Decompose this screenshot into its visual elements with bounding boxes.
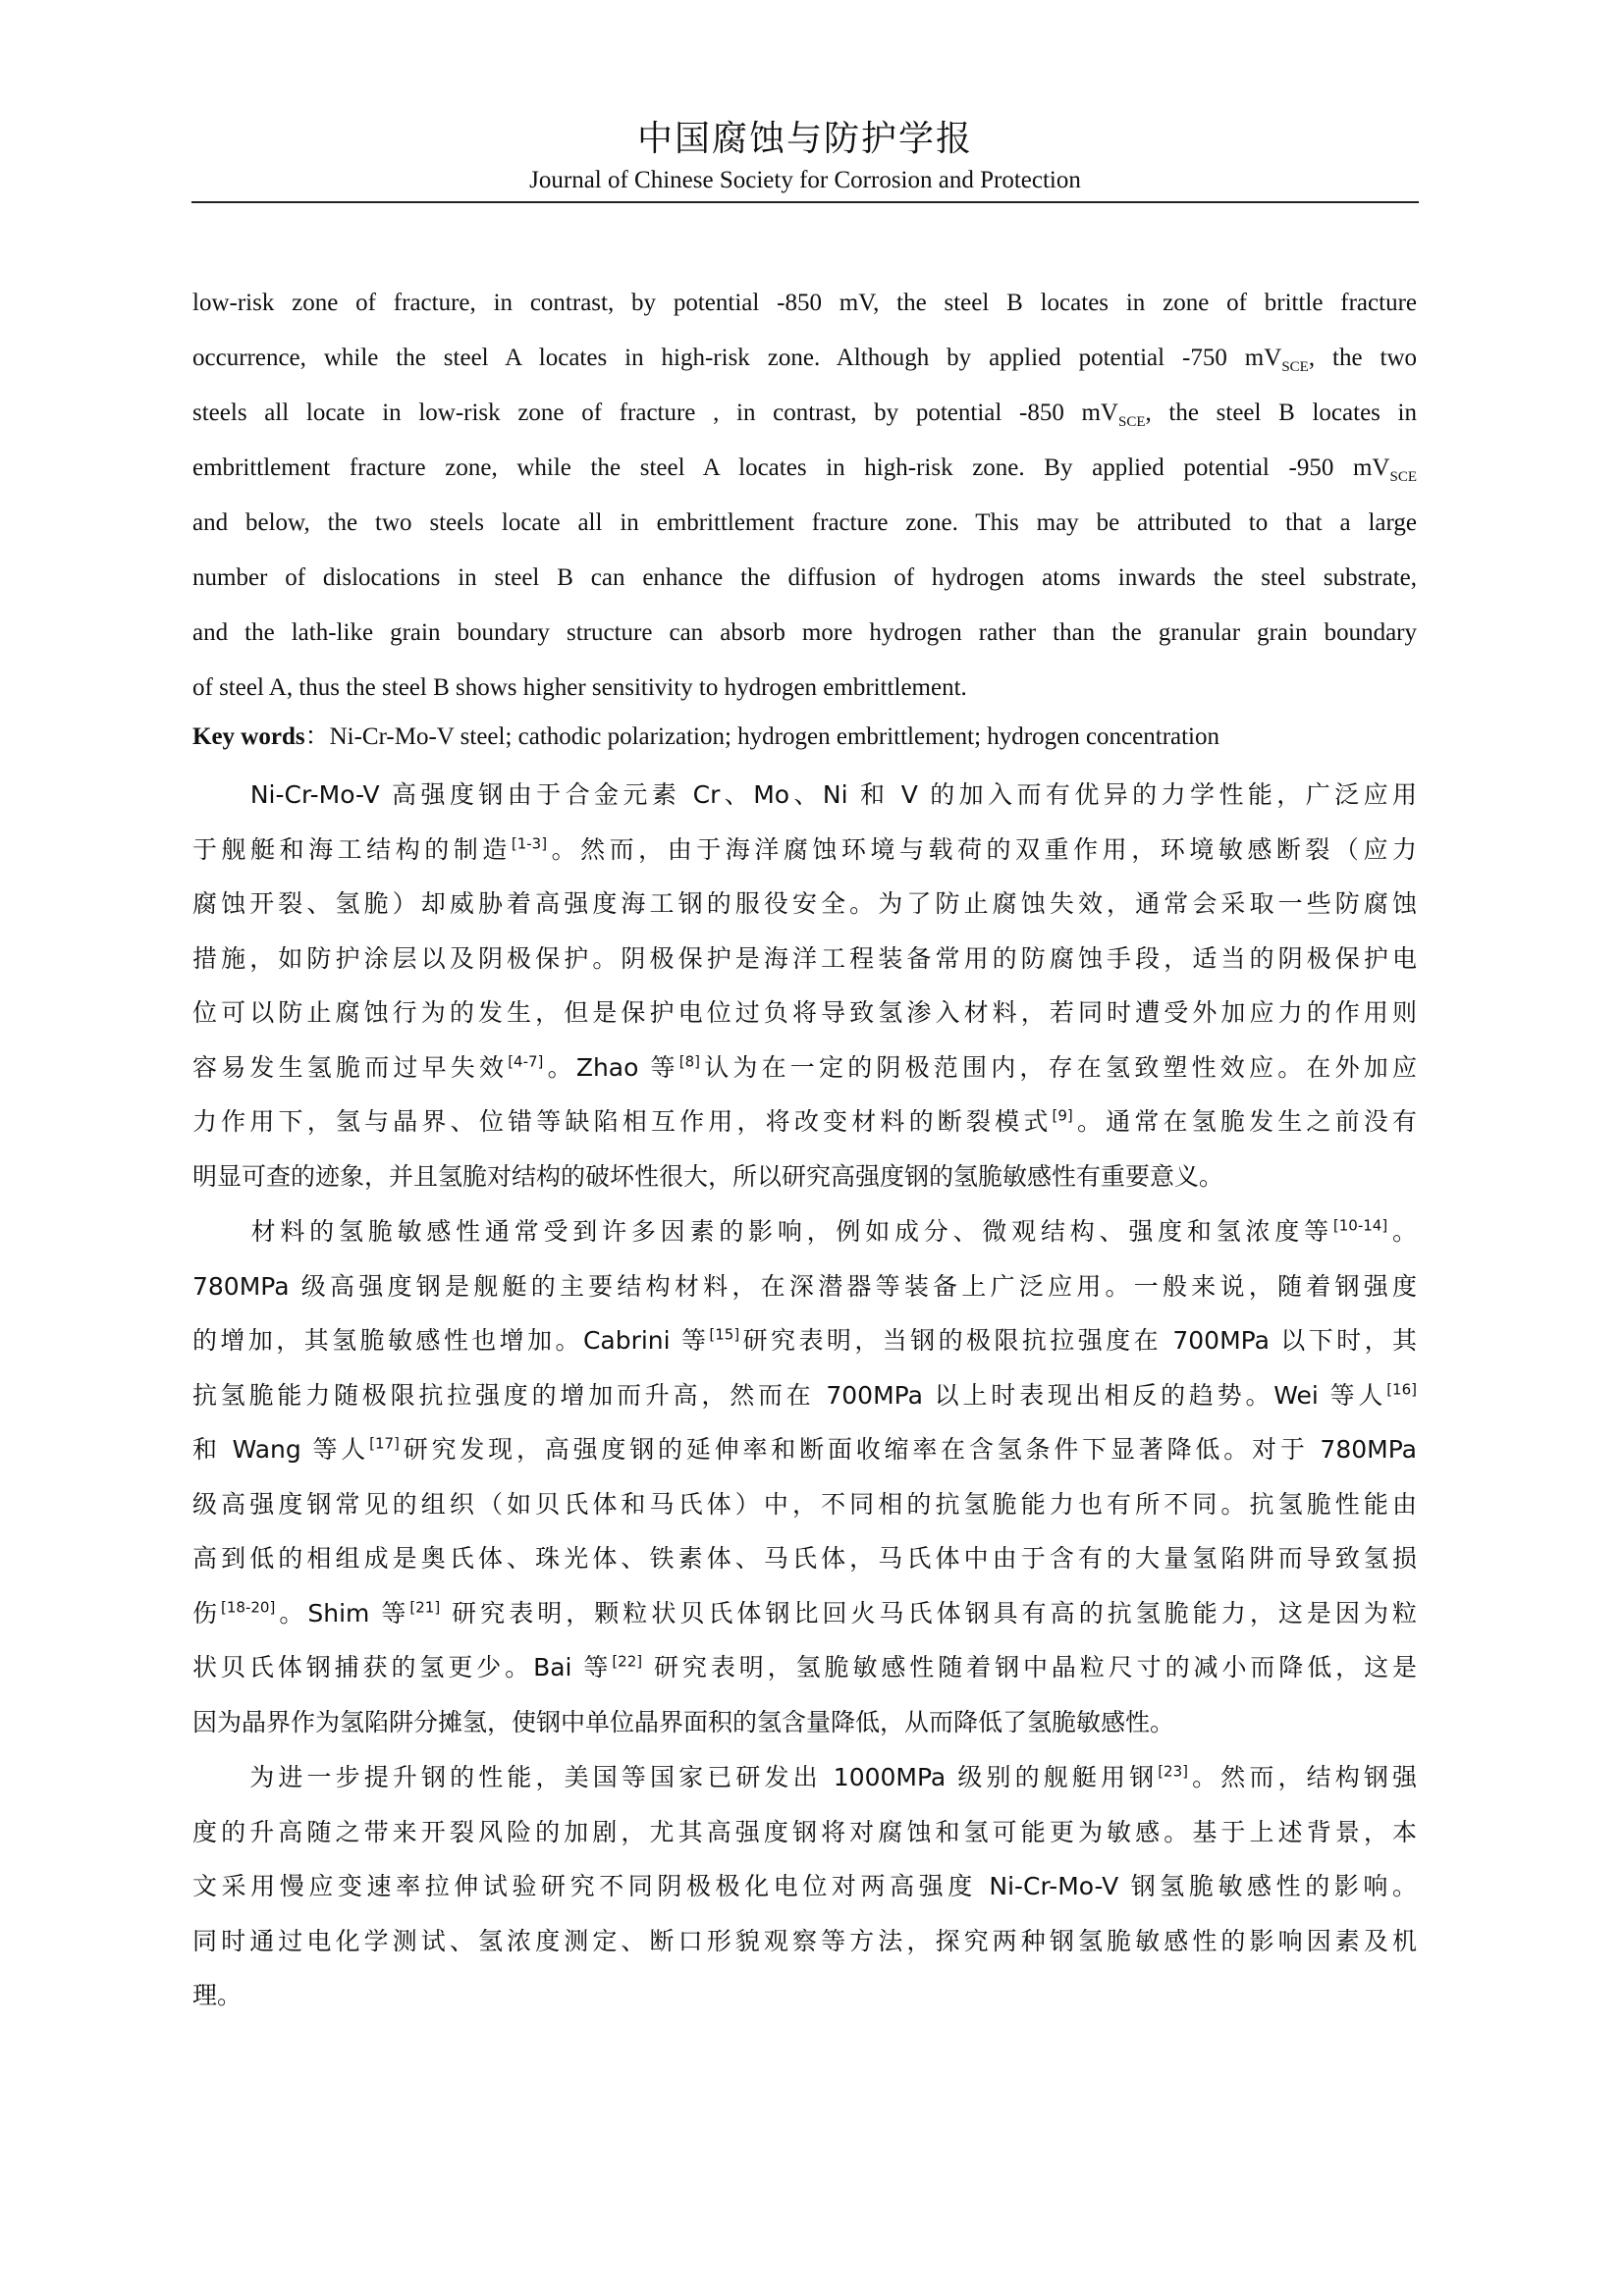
citation: [4-7] <box>508 1052 544 1071</box>
subscript-sce: SCE <box>1389 469 1417 485</box>
keywords-label: Key words <box>192 723 305 750</box>
text-line: 力作用下，氢与晶界、位错等缺陷相互作用，将改变材料的断裂模式[9]。通常在氢脆发生之前没有 <box>192 1106 1417 1136</box>
subscript-sce: SCE <box>1118 414 1146 430</box>
text-line: low-risk zone of fracture, in contrast, by potential -850 mV, the steel B locates in zone of brittle fracture <box>192 290 1417 316</box>
text-line: 位可以防止腐蚀行为的发生，但是保护电位过负将导致氢渗入材料，若同时遭受外加应力的作用则 <box>192 998 1417 1027</box>
journal-header <box>191 116 1419 196</box>
text-line: 同时通过电化学测试、氢浓度测定、断口形貌观察等方法，探究两种钢氢脆敏感性的影响因素及机 <box>192 1926 1417 1955</box>
text-line: 措施，如防护涂层以及阴极保护。阴极保护是海洋工程装备常用的防腐蚀手段，适当的阴极保护电 <box>192 943 1417 973</box>
header-rule <box>191 201 1419 203</box>
citation: [8] <box>678 1052 701 1071</box>
abstract-continuation <box>192 276 1417 716</box>
text-line: 为进一步提升钢的性能，美国等国家已研发出 1000MPa 级别的舰艇用钢[23]。然而，结构钢强 <box>192 1762 1417 1791</box>
citation: [18-20] <box>221 1598 276 1617</box>
text-line: 状贝氏体钢捕获的氢更少。Bai 等[22] 研究表明，氢脆敏感性随着钢中晶粒尺寸的减小而降低，这是 <box>192 1652 1418 1682</box>
subscript-sce: SCE <box>1281 359 1309 375</box>
citation: [1-3] <box>511 834 548 853</box>
text-line: steels all locate in low-risk zone of fracture , in contrast, by potential -850 $mV_{SCE}$, the steel B locates in <box>192 400 1418 430</box>
text-line: 腐蚀开裂、氢脆）却威胁着高强度海工钢的服役安全。为了防止腐蚀失效，通常会采取一些防腐蚀 <box>192 889 1417 918</box>
citation: [17] <box>369 1434 400 1453</box>
text-line: 材料的氢脆敏感性通常受到许多因素的影响，例如成分、微观结构、强度和氢浓度等[10-14]。 <box>192 1216 1417 1246</box>
text-line: 于舰艇和海工结构的制造[1-3]。然而，由于海洋腐蚀环境与载荷的双重作用，环境敏感断裂（应力 <box>192 834 1417 864</box>
text-line: 780MPa 级高强度钢是舰艇的主要结构材料，在深潜器等装备上广泛应用。一般来说，随着钢强度 <box>192 1271 1417 1301</box>
text-line: and below, the two steels locate all in embrittlement fracture zone. This may be attributed to that a large <box>192 509 1417 536</box>
citation: [9] <box>1052 1106 1073 1125</box>
citation: [22] <box>612 1652 643 1671</box>
intro-paragraph-1 <box>192 768 1417 1203</box>
text-line: 和 Wang 等人[17]研究发现，高强度钢的延伸率和断面收缩率在含氢条件下显著降低。对于 780MPa <box>192 1434 1417 1464</box>
text-line: 文采用慢应变速率拉伸试验研究不同阴极极化电位对两高强度 Ni-Cr-Mo-V 钢氢脆敏感性的影响。 <box>192 1872 1417 1900</box>
citation: [16] <box>1386 1380 1417 1399</box>
journal-title-en: Journal of Chinese Society for Corrosion and Protection <box>529 167 1081 193</box>
text-line: embrittlement fracture zone, while the steel A locates in high-risk zone. By applied potential -950 $mV_{SCE}$ <box>192 454 1417 485</box>
text-line: occurrence, while the steel A locates in high-risk zone. Although by applied potential -750 $mV_{SCE}$, the two <box>192 345 1418 375</box>
intro-paragraph-3 <box>192 1750 1417 2023</box>
text-line: 容易发生氢脆而过早失效[4-7]。Zhao 等[8]认为在一定的阴极范围内，存在氢致塑性效应。在外加应 <box>192 1052 1417 1082</box>
journal-title-cn: 中国腐蚀与防护学报 <box>636 119 973 159</box>
text-line: 理。 <box>192 1981 243 2009</box>
citation: [23] <box>1158 1762 1188 1781</box>
text-line: 高到低的相组成是奥氏体、珠光体、铁素体、马氏体，马氏体中由于含有的大量氢陷阱而导致氢损 <box>192 1544 1417 1573</box>
citation: [10-14] <box>1332 1216 1388 1235</box>
text-line: 因为晶界作为氢陷阱分摊氢，使钢中单位晶界面积的氢含量降低，从而降低了氢脆敏感性。 <box>192 1707 1175 1736</box>
keywords-text: Ni-Cr-Mo-V steel; cathodic polarization; hydrogen embrittlement; hydrogen concentration <box>329 723 1220 750</box>
keywords-line <box>192 721 1417 753</box>
text-line: Ni-Cr-Mo-V 高强度钢由于合金元素 Cr、Mo、Ni 和 V 的加入而有优异的力学性能，广泛应用 <box>192 780 1417 809</box>
text-line: 明显可查的迹象，并且氢脆对结构的破坏性很大，所以研究高强度钢的氢脆敏感性有重要意义。 <box>192 1161 1224 1191</box>
intro-paragraph-2 <box>192 1204 1417 1749</box>
text-line: number of dislocations in steel B can enhance the diffusion of hydrogen atoms inwards the steel substrate, <box>192 564 1417 591</box>
text-line: 的增加，其氢脆敏感性也增加。Cabrini 等[15]研究表明，当钢的极限抗拉强度在 700MPa 以下时，其 <box>192 1325 1417 1355</box>
citation: [21] <box>409 1598 441 1617</box>
text-line: of steel A, thus the steel B shows higher sensitivity to hydrogen embrittlement. <box>192 674 967 701</box>
text-line: and the lath-like grain boundary structure can absorb more hydrogen rather than the granular grain boundary <box>192 619 1417 646</box>
text-line: 伤[18-20]。Shim 等[21] 研究表明，颗粒状贝氏体钢比回火马氏体钢具有高的抗氢脆能力，这是因为粒 <box>192 1598 1417 1628</box>
text-line: 抗氢脆能力随极限抗拉强度的增加而升高，然而在 700MPa 以上时表现出相反的趋势。Wei 等人[16] <box>192 1380 1417 1410</box>
citation: [15] <box>709 1325 740 1344</box>
text-line: 度的升高随之带来开裂风险的加剧，尤其高强度钢将对腐蚀和氢可能更为敏感。基于上述背景，本 <box>192 1817 1417 1846</box>
text-line: 级高强度钢常见的组织（如贝氏体和马氏体）中，不同相的抗氢脆能力也有所不同。抗氢脆性能由 <box>192 1489 1417 1519</box>
keywords-colon: ： <box>304 721 330 750</box>
